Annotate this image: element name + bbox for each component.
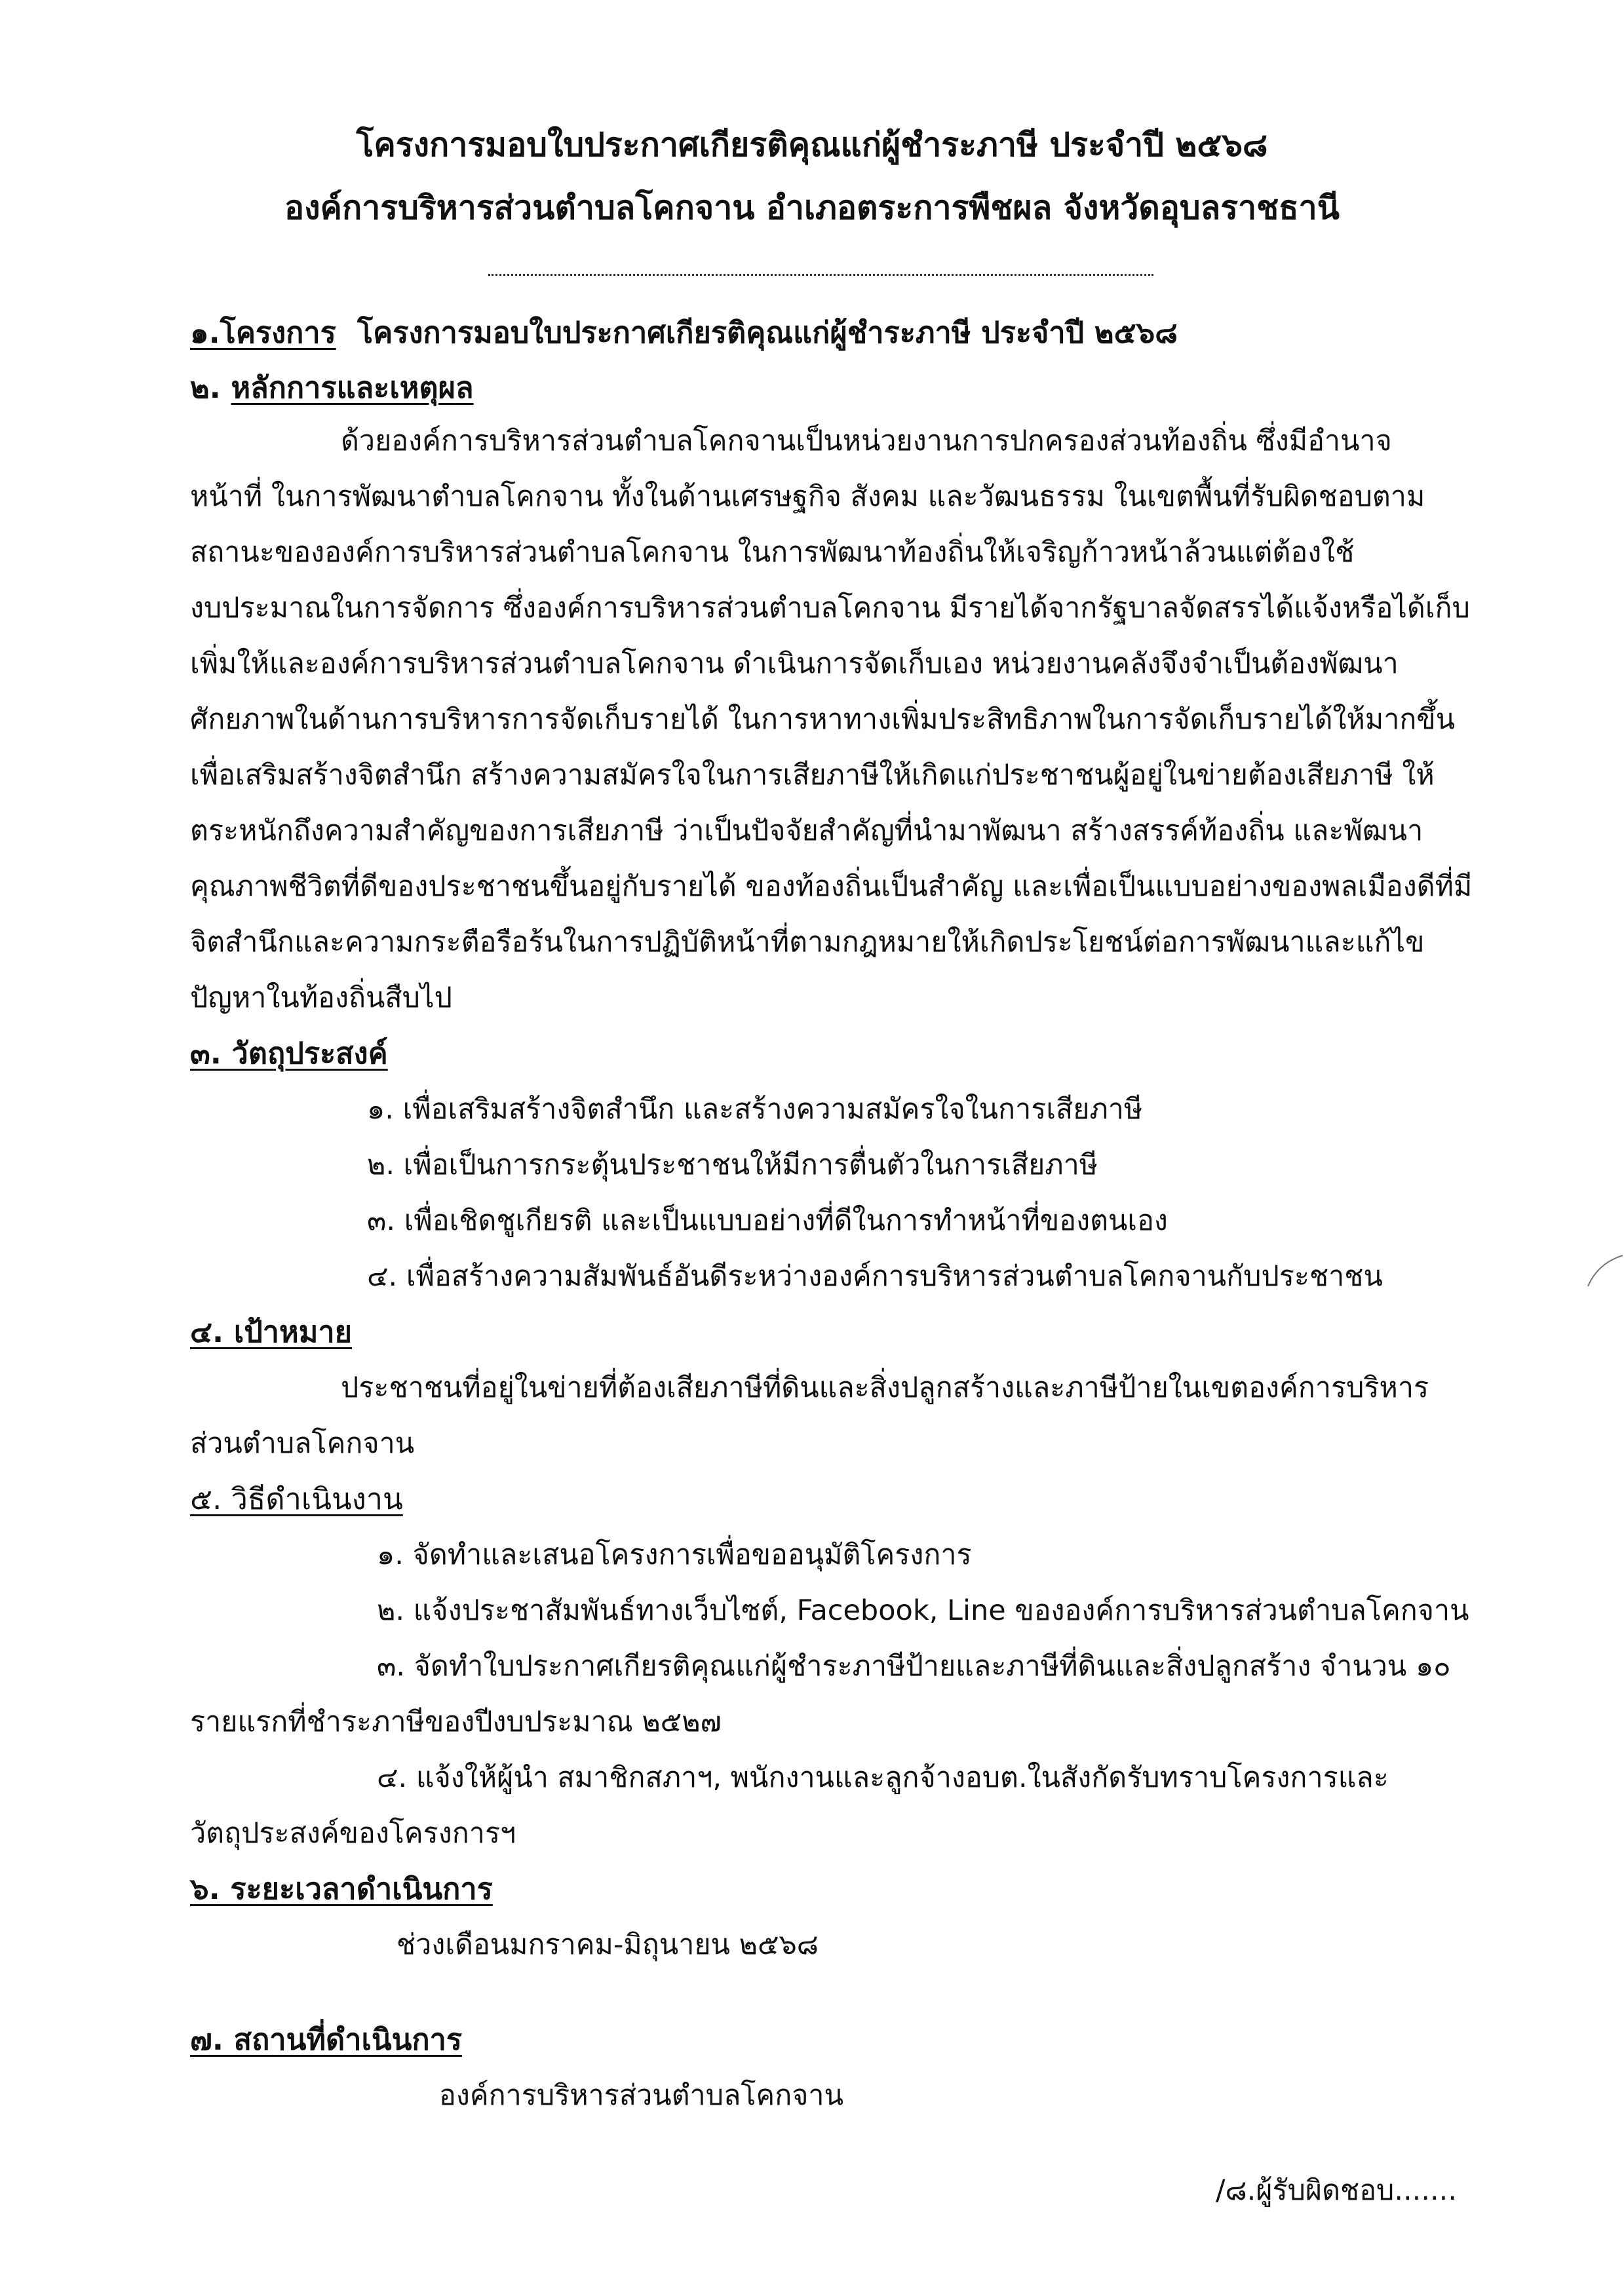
objective-item: ๔. เพื่อสร้างความสัมพันธ์อันดีระหว่างองค์การบริหารส่วนตำบลโคกจานกับประชาชน bbox=[367, 1260, 1383, 1293]
section-1-project-name: โครงการมอบใบประกาศเกียรติคุณแก่ผู้ชำระภาษี ประจำปี ๒๕๖๘ bbox=[357, 315, 1178, 350]
procedure-line: ๒. แจ้งประชาสัมพันธ์ทางเว็บไซต์, Facebook, Line ขององค์การบริหารส่วนตำบลโคกจาน bbox=[377, 1594, 1469, 1627]
section-2-heading bbox=[190, 368, 474, 408]
section-4-heading: ๔. เป้าหมาย bbox=[190, 1314, 352, 1349]
section-2-paragraph-line: เพิ่มให้และองค์การบริหารส่วนตำบลโคกจาน ดำเนินการจัดเก็บเอง หน่วยงานคลังจึงจำเป็นต้องพัฒนา bbox=[190, 647, 1399, 680]
objective-item: ๒. เพื่อเป็นการกระตุ้นประชาชนให้มีการตื่นตัวในการเสียภาษี bbox=[367, 1149, 1098, 1181]
section-2-paragraph-line: งบประมาณในการจัดการ ซึ่งองค์การบริหารส่วนตำบลโคกจาน มีรายได้จากรัฐบาลจัดสรรได้แจ้งหรือได้เก็บ bbox=[190, 592, 1470, 624]
duration-text: ช่วงเดือนมกราคม-มิถุนายน ๒๕๖๘ bbox=[396, 1928, 819, 1961]
section-2-title: หลักการและเหตุผล bbox=[231, 370, 474, 405]
section-1-label: ๑.โครงการ bbox=[190, 315, 336, 350]
location-text: องค์การบริหารส่วนตำบลโคกจาน bbox=[439, 2079, 843, 2112]
section-2-paragraph-line: ศักยภาพในด้านการบริหารการจัดเก็บรายได้ ในการหาทางเพิ่มประสิทธิภาพในการจัดเก็บรายได้ให้มากขึ้น bbox=[190, 703, 1456, 736]
document-title-line-2: องค์การบริหารส่วนตำบลโคกจาน อำเภอตระการพืชผล จังหวัดอุบลราชธานี bbox=[284, 189, 1340, 227]
section-5-heading: ๕. วิธีดำเนินงาน bbox=[190, 1482, 403, 1516]
target-line: ประชาชนที่อยู่ในข่ายที่ต้องเสียภาษีที่ดินและสิ่งปลูกสร้างและภาษีป้ายในเขตองค์การบริหาร bbox=[341, 1371, 1429, 1404]
objective-item: ๓. เพื่อเชิดชูเกียรติ และเป็นแบบอย่างที่ดีในการทำหน้าที่ของตนเอง bbox=[367, 1204, 1168, 1237]
section-3-heading: ๓. วัตถุประสงค์ bbox=[190, 1036, 388, 1071]
section-2-paragraph-line: สถานะขององค์การบริหารส่วนตำบลโคกจาน ในการพัฒนาท้องถิ่นให้เจริญก้าวหน้าล้วนแต่ต้องใช้ bbox=[190, 536, 1355, 569]
section-2-paragraph-line: เพื่อเสริมสร้างจิตสำนึก สร้างความสมัครใจในการเสียภาษีให้เกิดแก่ประชาชนผู้อยู่ในข่ายต้องเสียภาษี ให้ bbox=[190, 759, 1435, 792]
section-6-heading: ๖. ระยะเวลาดำเนินการ bbox=[190, 1871, 493, 1906]
section-2-paragraph-line: ตระหนักถึงความสำคัญของการเสียภาษี ว่าเป็นปัจจัยสำคัญที่นำมาพัฒนา สร้างสรรค์ท้องถิ่น และพัฒนา bbox=[190, 814, 1423, 847]
procedure-line: ๔. แจ้งให้ผู้นำ สมาชิกสภาฯ, พนักงานและลูกจ้างอบต.ในสังกัดรับทราบโครงการและ bbox=[377, 1761, 1389, 1794]
section-2-paragraph-line: ปัญหาในท้องถิ่นสืบไป bbox=[190, 982, 452, 1014]
section-2-number: ๒. bbox=[190, 370, 221, 405]
procedure-line: รายแรกที่ชำระภาษีของปีงบประมาณ ๒๕๒๗ bbox=[190, 1706, 722, 1738]
section-2-paragraph-line: หน้าที่ ในการพัฒนาตำบลโคกจาน ทั้งในด้านเศรษฐกิจ สังคม และวัฒนธรรม ในเขตพื้นที่รับผิดชอบตาม bbox=[190, 480, 1425, 513]
procedure-line: ๑. จัดทำและเสนอโครงการเพื่อขออนุมัติโครงการ bbox=[377, 1539, 972, 1571]
page-continuation-note: /๘.ผู้รับผิดชอบ....... bbox=[1216, 2174, 1458, 2207]
objective-item: ๑. เพื่อเสริมสร้างจิตสำนึก และสร้างความสมัครใจในการเสียภาษี bbox=[367, 1093, 1143, 1126]
procedure-line: ๓. จัดทำใบประกาศเกียรติคุณแก่ผู้ชำระภาษีป้ายและภาษีที่ดินและสิ่งปลูกสร้าง จำนวน ๑๐ bbox=[377, 1650, 1451, 1683]
title-dotted-divider bbox=[488, 274, 1153, 276]
scan-mark-icon bbox=[1585, 1250, 1624, 1290]
procedure-line: วัตถุประสงค์ของโครงการฯ bbox=[190, 1817, 516, 1850]
document-title-line-1: โครงการมอบใบประกาศเกียรติคุณแก่ผู้ชำระภาษี ประจำปี ๒๕๖๘ bbox=[356, 126, 1268, 164]
section-7-heading: ๗. สถานที่ดำเนินการ bbox=[190, 2022, 463, 2057]
section-2-paragraph-line: ด้วยองค์การบริหารส่วนตำบลโคกจานเป็นหน่วยงานการปกครองส่วนท้องถิ่น ซึ่งมีอำนาจ bbox=[341, 425, 1392, 457]
target-line: ส่วนตำบลโคกจาน bbox=[190, 1427, 415, 1460]
section-2-paragraph-line: จิตสำนึกและความกระตือรือร้นในการปฏิบัติหน้าที่ตามกฎหมายให้เกิดประโยชน์ต่อการพัฒนาและแก้ไข bbox=[190, 926, 1425, 959]
section-2-paragraph-line: คุณภาพชีวิตที่ดีของประชาชนขึ้นอยู่กับรายได้ ของท้องถิ่นเป็นสำคัญ และเพื่อเป็นแบบอย่างของพลเมืองดีที่มี bbox=[190, 870, 1473, 903]
